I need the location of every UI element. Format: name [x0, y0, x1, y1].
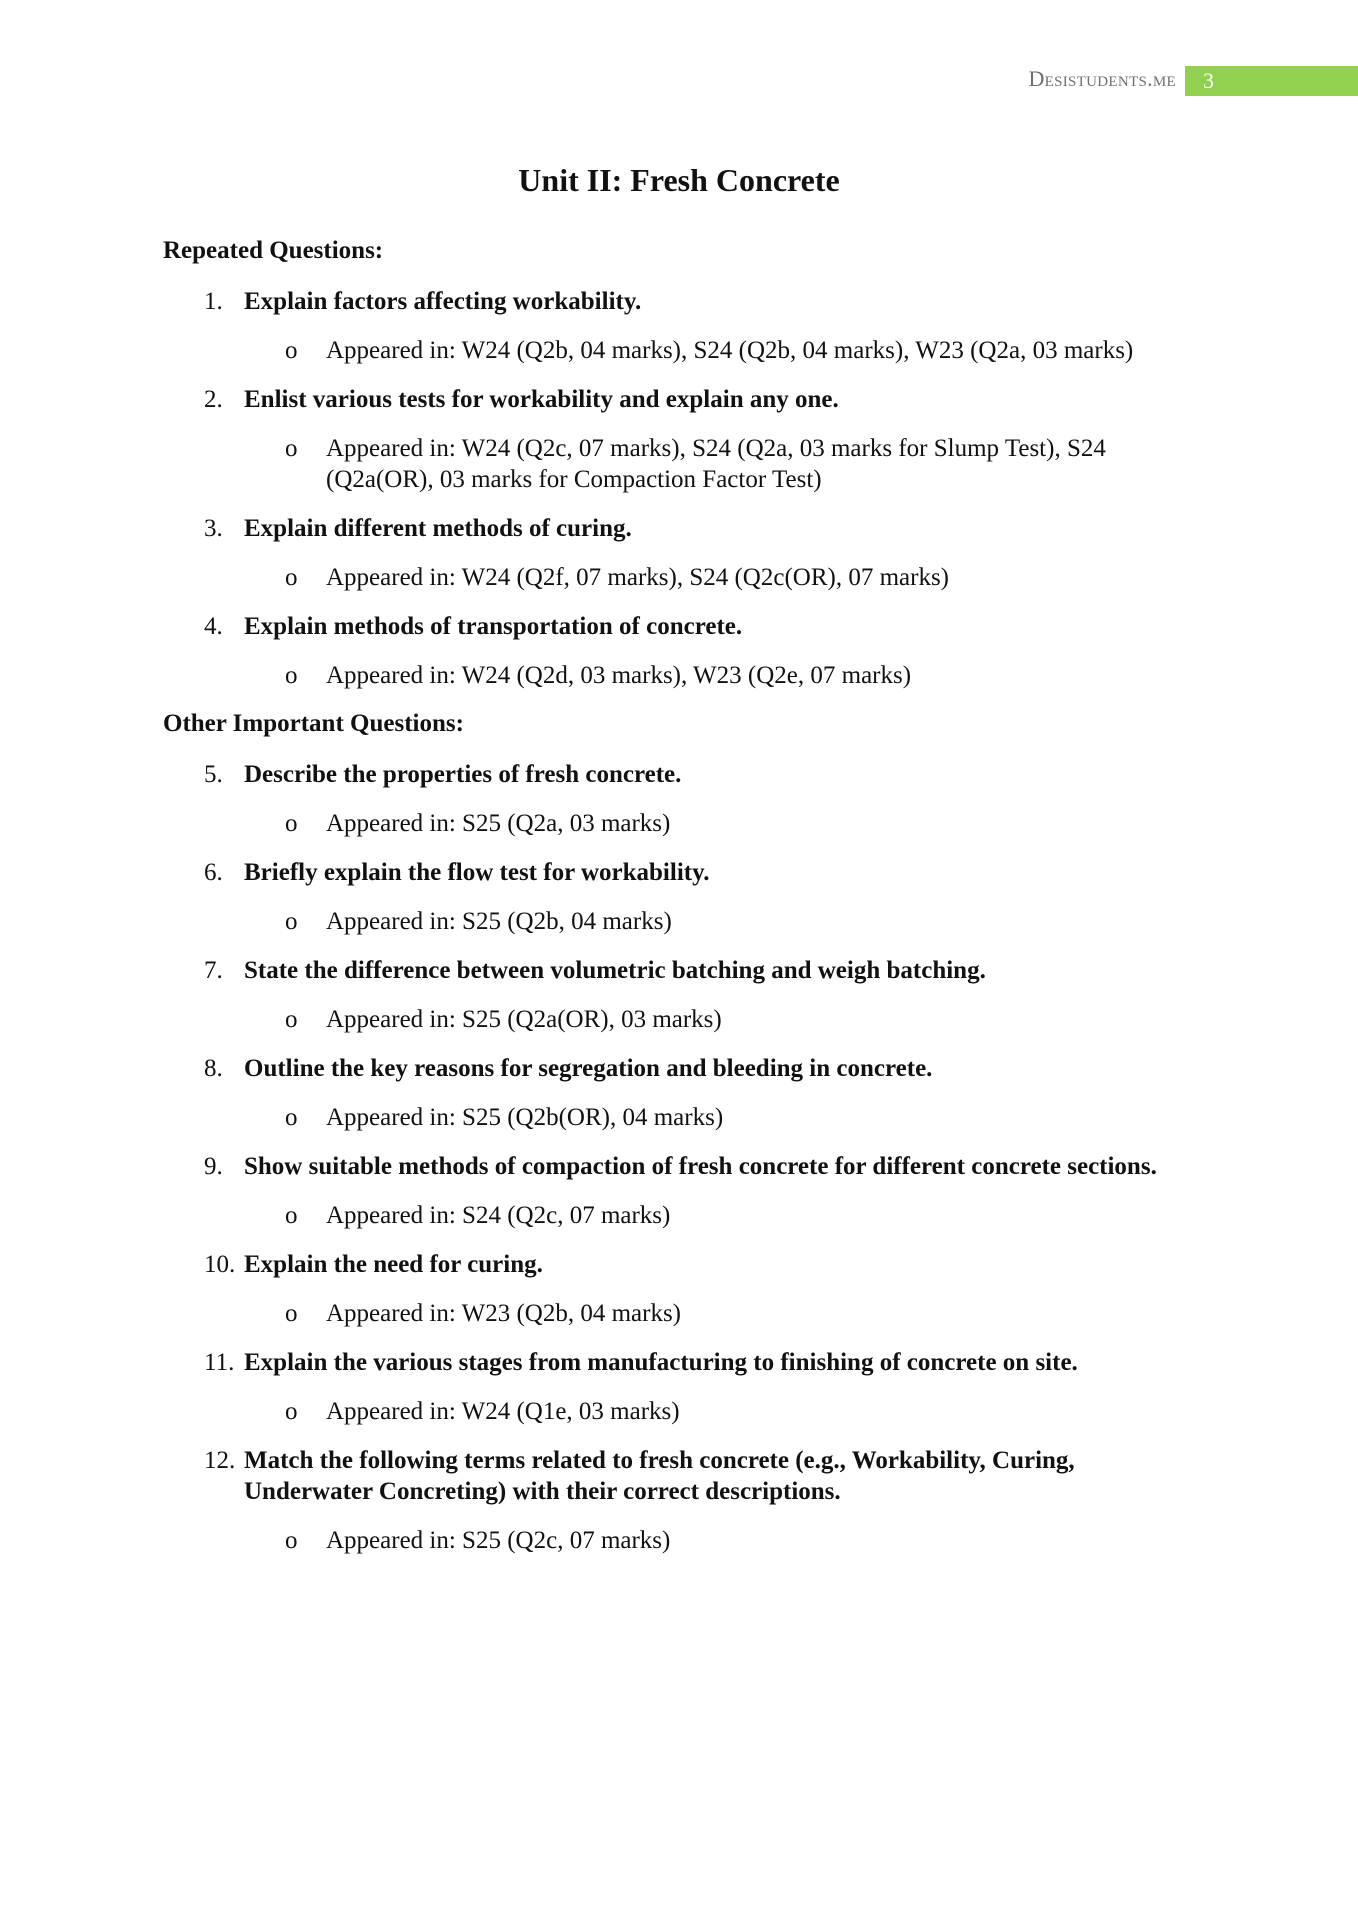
appeared-text: Appeared in: S25 (Q2a, 03 marks)	[326, 810, 671, 837]
appeared-item	[163, 1004, 1203, 1035]
question-number: 12.	[204, 1447, 236, 1474]
question-number: 7.	[204, 957, 223, 984]
appeared-item	[163, 660, 1203, 691]
bullet-icon: o	[285, 1527, 298, 1554]
question-item	[163, 857, 1203, 888]
question-list	[163, 236, 1203, 1574]
appeared-item	[163, 1525, 1203, 1556]
bullet-icon: o	[285, 908, 298, 935]
appeared-text: Appeared in: W24 (Q2f, 07 marks), S24 (Q2c(OR), 07 marks)	[326, 564, 950, 591]
question-item	[163, 1445, 1203, 1507]
appeared-item	[163, 335, 1203, 366]
page-number: 3	[1185, 66, 1358, 96]
question-number: 10.	[204, 1251, 236, 1278]
question-text: Explain the various stages from manufacturing to finishing of concrete on site.	[244, 1349, 1078, 1376]
question-item	[163, 1151, 1203, 1182]
question-item	[163, 955, 1203, 986]
bullet-icon: o	[285, 564, 298, 591]
page-title: Unit II: Fresh Concrete	[518, 162, 840, 198]
question-text: Show suitable methods of compaction of fresh concrete for different concrete sections.	[244, 1153, 1157, 1180]
bullet-icon: o	[285, 662, 298, 689]
question-item	[163, 1347, 1203, 1378]
section-heading-other: Other Important Questions:	[163, 710, 464, 737]
question-item	[163, 1249, 1203, 1280]
question-item	[163, 611, 1203, 642]
question-text: State the difference between volumetric batching and weigh batching.	[244, 957, 986, 984]
appeared-item	[163, 906, 1203, 937]
question-item	[163, 759, 1203, 790]
appeared-text: Appeared in: W24 (Q2b, 04 marks), S24 (Q2b, 04 marks), W23 (Q2a, 03 marks)	[326, 337, 1134, 364]
bullet-icon: o	[285, 1300, 298, 1327]
appeared-text: Appeared in: S25 (Q2a(OR), 03 marks)	[326, 1006, 722, 1033]
section-heading-repeated: Repeated Questions:	[163, 237, 384, 264]
question-number: 11.	[204, 1349, 235, 1376]
question-number: 1.	[204, 288, 223, 315]
bullet-icon: o	[285, 1398, 298, 1425]
bullet-icon: o	[285, 435, 298, 462]
question-text: Explain factors affecting workability.	[244, 288, 642, 315]
appeared-text: Appeared in: S25 (Q2c, 07 marks)	[326, 1527, 671, 1554]
bullet-icon: o	[285, 337, 298, 364]
appeared-item	[163, 808, 1203, 839]
appeared-text: Appeared in: W24 (Q1e, 03 marks)	[326, 1398, 680, 1425]
appeared-item	[163, 1102, 1203, 1133]
question-number: 9.	[204, 1153, 223, 1180]
appeared-item	[163, 562, 1203, 593]
question-item	[163, 384, 1203, 415]
appeared-text: Appeared in: W24 (Q2c, 07 marks), S24 (Q2a, 03 marks for Slump Test), S24 (Q2a(OR), 03 marks for Compaction Factor Test)	[326, 435, 1106, 493]
appeared-item	[163, 1200, 1203, 1231]
question-text: Match the following terms related to fresh concrete (e.g., Workability, Curing, Underwater Concreting) with their correct descriptions.	[244, 1447, 1075, 1505]
bullet-icon: o	[285, 810, 298, 837]
bullet-icon: o	[285, 1006, 298, 1033]
appeared-item	[163, 433, 1203, 495]
appeared-item	[163, 1396, 1203, 1427]
appeared-text: Appeared in: S25 (Q2b(OR), 04 marks)	[326, 1104, 724, 1131]
question-text: Explain different methods of curing.	[244, 515, 632, 542]
question-number: 4.	[204, 613, 223, 640]
appeared-text: Appeared in: W24 (Q2d, 03 marks), W23 (Q2e, 07 marks)	[326, 662, 912, 689]
question-text: Briefly explain the flow test for workability.	[244, 859, 710, 886]
question-number: 5.	[204, 761, 223, 788]
appeared-text: Appeared in: S24 (Q2c, 07 marks)	[326, 1202, 671, 1229]
question-item	[163, 513, 1203, 544]
bullet-icon: o	[285, 1104, 298, 1131]
appeared-text: Appeared in: S25 (Q2b, 04 marks)	[326, 908, 672, 935]
appeared-text: Appeared in: W23 (Q2b, 04 marks)	[326, 1300, 682, 1327]
question-text: Enlist various tests for workability and explain any one.	[244, 386, 839, 413]
question-number: 6.	[204, 859, 223, 886]
appeared-item	[163, 1298, 1203, 1329]
question-item	[163, 286, 1203, 317]
site-name: Desistudents.me	[1028, 66, 1176, 91]
question-text: Explain methods of transportation of concrete.	[244, 613, 743, 640]
question-number: 8.	[204, 1055, 223, 1082]
question-text: Outline the key reasons for segregation and bleeding in concrete.	[244, 1055, 933, 1082]
question-text: Explain the need for curing.	[244, 1251, 543, 1278]
question-text: Describe the properties of fresh concrete.	[244, 761, 682, 788]
question-number: 2.	[204, 386, 223, 413]
question-number: 3.	[204, 515, 223, 542]
question-item	[163, 1053, 1203, 1084]
bullet-icon: o	[285, 1202, 298, 1229]
